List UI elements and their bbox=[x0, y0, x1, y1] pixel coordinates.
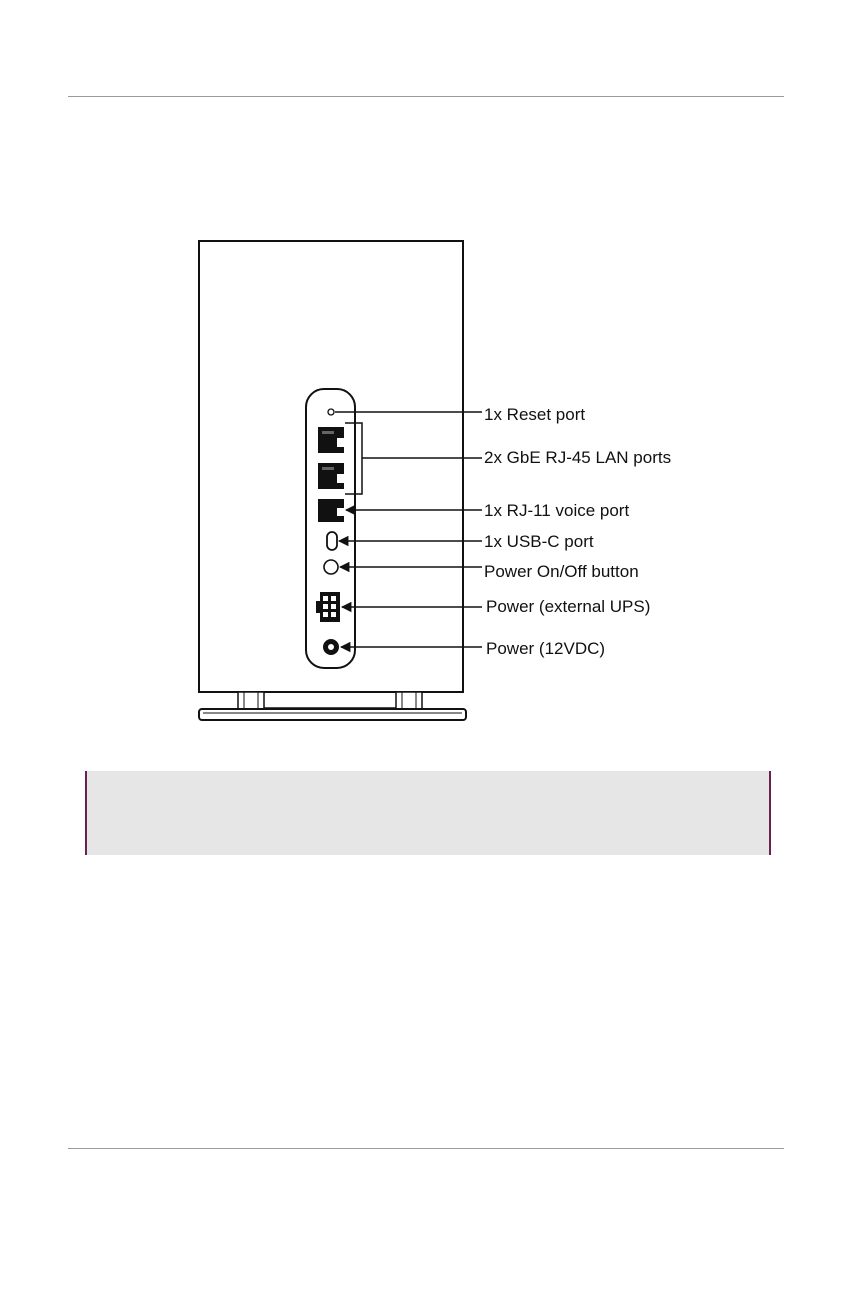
footer-divider bbox=[68, 1148, 784, 1149]
lan-port-1 bbox=[318, 427, 344, 453]
router-stand bbox=[199, 692, 466, 720]
reset-label: 1x Reset port bbox=[484, 405, 586, 424]
dc-jack bbox=[323, 639, 339, 655]
ups-label: Power (external UPS) bbox=[486, 597, 651, 616]
usbc-label: 1x USB-C port bbox=[484, 532, 594, 551]
note-box bbox=[85, 771, 771, 855]
power-button bbox=[324, 560, 338, 574]
power-button-label: Power On/Off button bbox=[484, 562, 639, 581]
voice-label: 1x RJ-11 voice port bbox=[484, 501, 630, 520]
lan-port-2 bbox=[318, 463, 344, 489]
lan-label: 2x GbE RJ-45 LAN ports bbox=[484, 448, 672, 467]
reset-pinhole bbox=[328, 409, 334, 415]
usbc-port bbox=[327, 532, 337, 550]
rj11-port bbox=[318, 499, 344, 522]
dc-label: Power (12VDC) bbox=[486, 639, 606, 658]
